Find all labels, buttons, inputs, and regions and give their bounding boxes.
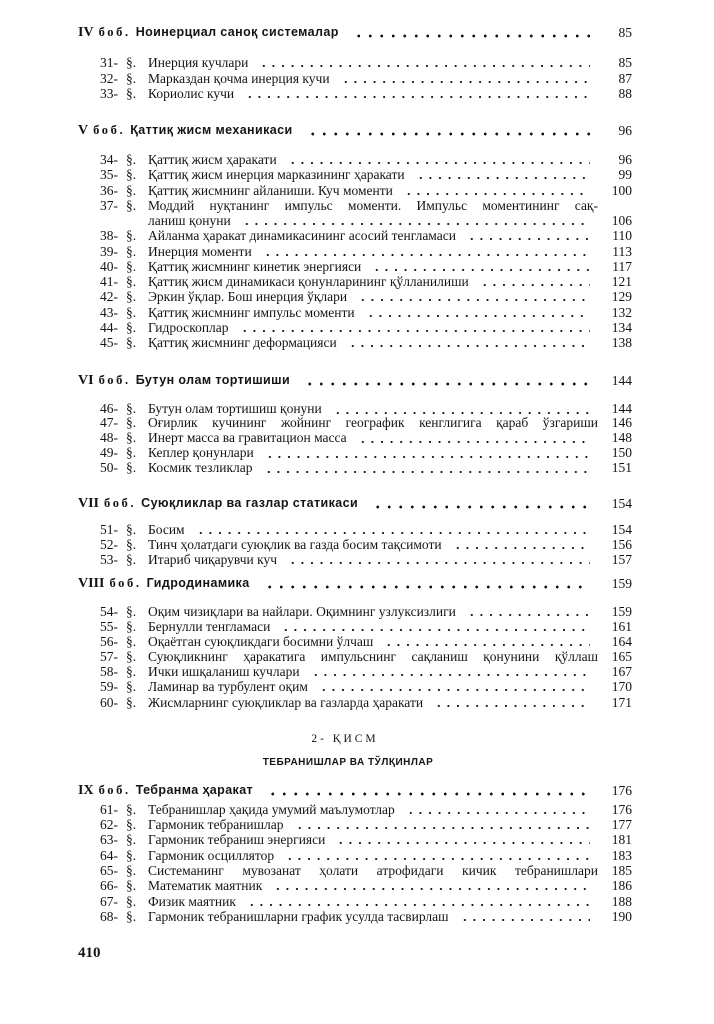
dot-leader [285, 552, 590, 567]
page-number: 156 [611, 536, 632, 552]
toc-entry [78, 305, 632, 320]
section-number: 61- [100, 801, 118, 817]
section-number: 48- [100, 431, 118, 446]
dot-leader [308, 664, 590, 679]
section-title: Айланма ҳаракат динамикасининг асосий тенгламаси [148, 228, 456, 244]
section-number: 45- [100, 335, 118, 350]
dot-leader [431, 695, 590, 710]
section-sign: §. [126, 832, 137, 848]
section-title: Қаттиқ жисмнинг деформацияси [148, 335, 337, 350]
chapter-heading [78, 783, 632, 798]
section-number: 67- [100, 893, 118, 909]
toc-entry [78, 634, 632, 649]
section-number: 51- [100, 521, 118, 537]
page-number: 129 [611, 289, 632, 305]
folio-page-number: 410 [78, 945, 101, 961]
chapter-heading [78, 25, 632, 40]
toc-entry [78, 55, 632, 71]
chapter-entries [78, 604, 632, 710]
dot-leader [265, 783, 590, 798]
toc-entry [78, 461, 632, 476]
part-label: 2- ҚИСМ [311, 733, 379, 745]
toc-entry [78, 152, 632, 167]
chapter-iv [78, 25, 632, 102]
section-sign: §. [126, 86, 137, 101]
section-title: Ички ишқаланиш кучлари [148, 664, 300, 680]
toc-entry [78, 604, 632, 619]
section-sign: §. [126, 152, 137, 167]
part-title: ТЕБРАНИШЛАР ВА ТЎЛҚИНЛАР [262, 756, 434, 768]
section-title: Босим [148, 521, 185, 537]
page-number: 176 [611, 801, 632, 817]
section-title: Гидроскоплар [148, 319, 229, 335]
dot-leader [464, 604, 590, 619]
dot-leader [193, 522, 590, 537]
chapter-page-number: 159 [611, 575, 632, 591]
dot-leader [413, 167, 590, 182]
dot-leader [316, 679, 590, 694]
section-title: Кориолис кучи [148, 86, 235, 101]
chapter-heading [78, 123, 632, 138]
section-title: Физик маятник [148, 893, 236, 909]
dot-leader [363, 305, 590, 320]
toc-entry [78, 416, 632, 431]
page-number: 183 [611, 847, 632, 863]
dot-leader [464, 228, 590, 243]
page-number: 144 [611, 401, 632, 416]
section-sign: §. [126, 167, 137, 183]
section-title: Қаттиқ жисмнинг импульс моменти [148, 304, 355, 320]
page-number: 96 [618, 152, 632, 167]
section-number: 49- [100, 445, 118, 460]
section-title: Математик маятник [148, 878, 263, 894]
section-number: 44- [100, 319, 118, 335]
dot-leader [338, 71, 590, 87]
section-sign: §. [126, 863, 137, 879]
page-number: 106 [611, 213, 632, 228]
section-title: Эркин ўқлар. Бош инерция ўқлари [148, 289, 348, 305]
chapter-heading [78, 576, 632, 591]
toc-entry [78, 167, 632, 182]
section-number: 38- [100, 228, 118, 244]
section-sign: §. [126, 603, 137, 619]
section-number: 46- [100, 401, 118, 416]
section-sign: §. [126, 55, 137, 70]
dot-leader [381, 634, 590, 649]
chapter-title: Бутун олам тортишиши [135, 372, 291, 387]
dot-leader [292, 817, 590, 832]
toc-entry [78, 832, 632, 847]
toc-entry [78, 537, 632, 552]
toc-entry [78, 664, 632, 679]
dot-leader [256, 55, 590, 71]
section-number: 34- [100, 152, 118, 167]
dot-leader [450, 537, 590, 552]
section-title: Оқаётган суюқликдаги босимни ўлчаш [148, 633, 374, 649]
chapter-label: боб. [93, 123, 126, 137]
section-sign: §. [126, 416, 137, 431]
page-number: 88 [618, 86, 632, 101]
section-number: 63- [100, 832, 118, 848]
dot-leader [457, 909, 590, 924]
chapter-page-number: 154 [611, 495, 632, 511]
dot-leader [345, 335, 590, 350]
section-sign: §. [126, 679, 137, 695]
section-title: Оқим чизиқлари ва найлари. Оқимнинг узлуксизлиги [148, 603, 456, 619]
section-number: 64- [100, 847, 118, 863]
chapter-page-number: 176 [611, 782, 632, 798]
section-sign: §. [126, 401, 137, 416]
section-number: 57- [100, 649, 118, 665]
section-sign: §. [126, 551, 137, 567]
section-number: 50- [100, 460, 118, 475]
dot-leader [262, 446, 590, 461]
page-number: 164 [611, 633, 632, 649]
dot-leader [237, 320, 590, 335]
chapter-label: боб. [98, 782, 131, 797]
page-number: 190 [611, 909, 632, 925]
section-sign: §. [126, 801, 137, 817]
chapter-page-number: 85 [618, 25, 632, 40]
page-number: 148 [611, 431, 632, 446]
page-number: 157 [611, 551, 632, 567]
page-number: 177 [611, 816, 632, 832]
dot-leader [282, 848, 590, 863]
chapter-entries [78, 152, 632, 350]
section-sign: §. [126, 878, 137, 894]
toc-entry [78, 86, 632, 102]
section-number: 42- [100, 289, 118, 305]
section-title: Қаттиқ жисм динамикаси қонунларининг қўлланилиши [148, 274, 469, 289]
chapter-roman-numeral: VII [78, 495, 100, 511]
page-number: 186 [611, 878, 632, 894]
toc-entry [78, 848, 632, 863]
page-number: 134 [611, 319, 632, 335]
section-number: 47- [100, 416, 118, 431]
dot-leader [261, 461, 591, 476]
section-title: Итариб чиқарувчи куч [148, 551, 278, 567]
section-number: 68- [100, 909, 118, 925]
dot-leader [351, 25, 590, 40]
section-number: 43- [100, 304, 118, 320]
page-number: 161 [611, 618, 632, 634]
chapter-page-number: 96 [618, 123, 632, 138]
section-sign: §. [126, 243, 137, 259]
toc-entry [78, 695, 632, 710]
section-sign: §. [126, 633, 137, 649]
toc-entry [78, 289, 632, 304]
toc-entry [78, 259, 632, 274]
chapter-ix [78, 783, 632, 925]
dot-leader [333, 832, 590, 847]
section-sign: §. [126, 445, 137, 460]
dot-leader [370, 496, 590, 511]
section-number: 56- [100, 633, 118, 649]
section-number: 31- [100, 55, 118, 70]
section-title: Гармоник тебранишлар [148, 816, 284, 832]
dot-leader [305, 123, 590, 138]
section-sign: §. [126, 536, 137, 552]
chapter-page-number: 144 [611, 372, 632, 388]
dot-leader [239, 213, 590, 228]
section-number: 41- [100, 274, 118, 289]
dot-leader [302, 373, 590, 388]
section-number: 59- [100, 679, 118, 695]
page-number: 150 [611, 445, 632, 460]
toc-entry [78, 244, 632, 259]
dot-leader [285, 152, 590, 167]
page-number: 170 [611, 679, 632, 695]
toc-entry [78, 522, 632, 537]
section-title: Оғирлик кучининг жойнинг географик кенглигига қараб ўзгариши [148, 416, 598, 431]
section-number: 66- [100, 878, 118, 894]
toc-entry [78, 679, 632, 694]
section-number: 39- [100, 243, 118, 259]
section-title: Тинч ҳолатдаги суюқлик ва газда босим тақсимоти [148, 536, 442, 552]
chapter-title: Қаттиқ жисм механикаси [130, 123, 293, 137]
chapter-entries [78, 55, 632, 102]
toc-entry [78, 863, 632, 878]
dot-leader [260, 244, 590, 259]
section-title: Гармоник тебраниш энергияси [148, 832, 326, 848]
page-number: 117 [612, 258, 632, 274]
section-sign: §. [126, 521, 137, 537]
dot-leader [355, 289, 590, 304]
toc-entry [78, 431, 632, 446]
section-title: Инерт масса ва гравитацион масса [148, 431, 347, 446]
section-number: 32- [100, 70, 118, 86]
section-number: 33- [100, 86, 118, 101]
page-number: 121 [611, 274, 632, 289]
section-title: Суюқликнинг ҳаракатига импульснинг сақланиш қонунини қўллаш [148, 649, 598, 665]
section-title: Қаттиқ жисмнинг кинетик энергияси [148, 258, 362, 274]
section-sign: §. [126, 909, 137, 925]
toc-entry [78, 649, 632, 664]
toc-entry [78, 446, 632, 461]
toc-entry [78, 274, 632, 289]
section-title: Системанинг мувозанат ҳолати атрофидаги кичик тебранишлари [148, 863, 598, 879]
section-title: Қаттиқ жисм инерция марказининг ҳаракати [148, 167, 405, 183]
section-number: 65- [100, 863, 118, 879]
section-title: Қаттиқ жисмнинг айланиши. Куч моменти [148, 182, 393, 198]
toc-entry [78, 894, 632, 909]
section-sign: §. [126, 319, 137, 335]
page-number: 165 [611, 649, 632, 665]
page-number: 113 [612, 243, 632, 259]
dot-leader [270, 878, 590, 893]
chapter-vi [78, 373, 632, 476]
section-sign: §. [126, 649, 137, 665]
chapter-vii [78, 496, 632, 567]
chapter-entries [78, 402, 632, 476]
toc-entry [78, 335, 632, 350]
dot-leader [262, 576, 590, 591]
chapter-roman-numeral: VIII [78, 575, 105, 591]
section-title: Бутун олам тортишиш қонуни [148, 401, 322, 416]
chapter-heading [78, 496, 632, 511]
chapter-label: боб. [104, 495, 137, 510]
page-number: 151 [611, 460, 632, 475]
chapter-v [78, 123, 632, 350]
section-sign: §. [126, 664, 137, 680]
section-sign: §. [126, 274, 137, 289]
section-number: 53- [100, 551, 118, 567]
toc-entry [78, 320, 632, 335]
section-number: 37- [100, 197, 118, 213]
section-sign: §. [126, 228, 137, 244]
section-title: Гармоник осциллятор [148, 847, 275, 863]
page-number: 85 [618, 55, 632, 70]
page-number: 185 [611, 863, 632, 879]
dot-leader [355, 431, 590, 446]
section-title: Моддий нуқтанинг импульс моменти. Импульс моментининг сақ- [148, 197, 598, 213]
chapter-title: Тебранма ҳаракат [135, 782, 254, 797]
dot-leader [278, 619, 590, 634]
dot-leader [369, 259, 590, 274]
toc-entry-continuation [78, 213, 632, 228]
section-sign: §. [126, 335, 137, 350]
section-number: 62- [100, 816, 118, 832]
chapter-roman-numeral: IX [78, 782, 94, 798]
chapter-viii [78, 576, 632, 710]
dot-leader [244, 894, 590, 909]
toc-entry [78, 198, 632, 213]
section-title: Кеплер қонунлари [148, 445, 254, 460]
page-number: 99 [618, 167, 632, 183]
chapter-roman-numeral: VI [78, 372, 94, 388]
toc-entry [78, 228, 632, 243]
section-title: Инерция кучлари [148, 55, 249, 70]
section-title: Бернулли тенгламаси [148, 618, 271, 634]
section-sign: §. [126, 70, 137, 86]
toc-entry [78, 878, 632, 893]
section-title: Қаттиқ жисм ҳаракати [148, 152, 277, 167]
section-number: 35- [100, 167, 118, 183]
section-title: Тебранишлар ҳақида умумий маълумотлар [148, 801, 395, 817]
dot-leader [330, 402, 590, 417]
section-title: Гармоник тебранишларни график усулда тасвирлаш [148, 909, 449, 925]
section-title: Жисмларнинг суюқликлар ва газларда ҳаракати [148, 694, 424, 710]
chapter-title: Гидродинамика [146, 575, 250, 590]
section-sign: §. [126, 182, 137, 198]
toc-entry [78, 619, 632, 634]
section-number: 36- [100, 182, 118, 198]
page-number: 87 [618, 70, 632, 86]
page-number: 171 [611, 694, 632, 710]
page-number: 159 [611, 603, 632, 619]
section-title: Ламинар ва турбулент оқим [148, 679, 308, 695]
section-sign: §. [126, 694, 137, 710]
page-number: 138 [611, 335, 632, 350]
chapter-roman-numeral: IV [78, 25, 94, 40]
toc-entry [78, 402, 632, 417]
chapter-title: Ноинерциал саноқ системалар [135, 25, 339, 39]
page-number: 100 [611, 182, 632, 198]
section-sign: §. [126, 618, 137, 634]
section-sign: §. [126, 847, 137, 863]
section-title-continuation: ланиш қонуни [148, 213, 231, 228]
section-title: Космик тезликлар [148, 460, 253, 475]
chapter-label: боб. [109, 575, 142, 590]
toc-entry [78, 183, 632, 198]
toc-entry [78, 552, 632, 567]
toc-entry [78, 909, 632, 924]
section-sign: §. [126, 289, 137, 305]
section-sign: §. [126, 258, 137, 274]
section-number: 40- [100, 258, 118, 274]
dot-leader [477, 274, 590, 289]
chapter-entries [78, 802, 632, 925]
section-sign: §. [126, 893, 137, 909]
dot-leader [403, 802, 590, 817]
page-number: 110 [612, 228, 632, 244]
section-title: Марказдан қочма инерция кучи [148, 70, 330, 86]
section-sign: §. [126, 460, 137, 475]
chapter-label: боб. [98, 372, 131, 387]
section-number: 60- [100, 694, 118, 710]
section-number: 52- [100, 536, 118, 552]
page-number: 146 [611, 416, 632, 431]
page-number: 154 [611, 521, 632, 537]
section-title: Инерция моменти [148, 243, 252, 259]
section-sign: §. [126, 304, 137, 320]
page-number: 181 [611, 832, 632, 848]
page-number: 188 [611, 893, 632, 909]
section-number: 55- [100, 618, 118, 634]
chapter-title: Суюқликлар ва газлар статикаси [141, 495, 359, 510]
toc-entry [78, 71, 632, 87]
page-number: 167 [611, 664, 632, 680]
section-number: 54- [100, 603, 118, 619]
chapter-entries [78, 522, 632, 567]
section-number: 58- [100, 664, 118, 680]
toc-entry [78, 817, 632, 832]
chapter-roman-numeral: V [78, 123, 89, 138]
page-number: 132 [611, 304, 632, 320]
chapter-label: боб. [98, 25, 131, 39]
chapter-heading [78, 373, 632, 388]
section-sign: §. [126, 431, 137, 446]
section-sign: §. [126, 816, 137, 832]
dot-leader [401, 183, 590, 198]
toc-entry [78, 802, 632, 817]
dot-leader [242, 86, 590, 102]
section-sign: §. [126, 197, 137, 213]
